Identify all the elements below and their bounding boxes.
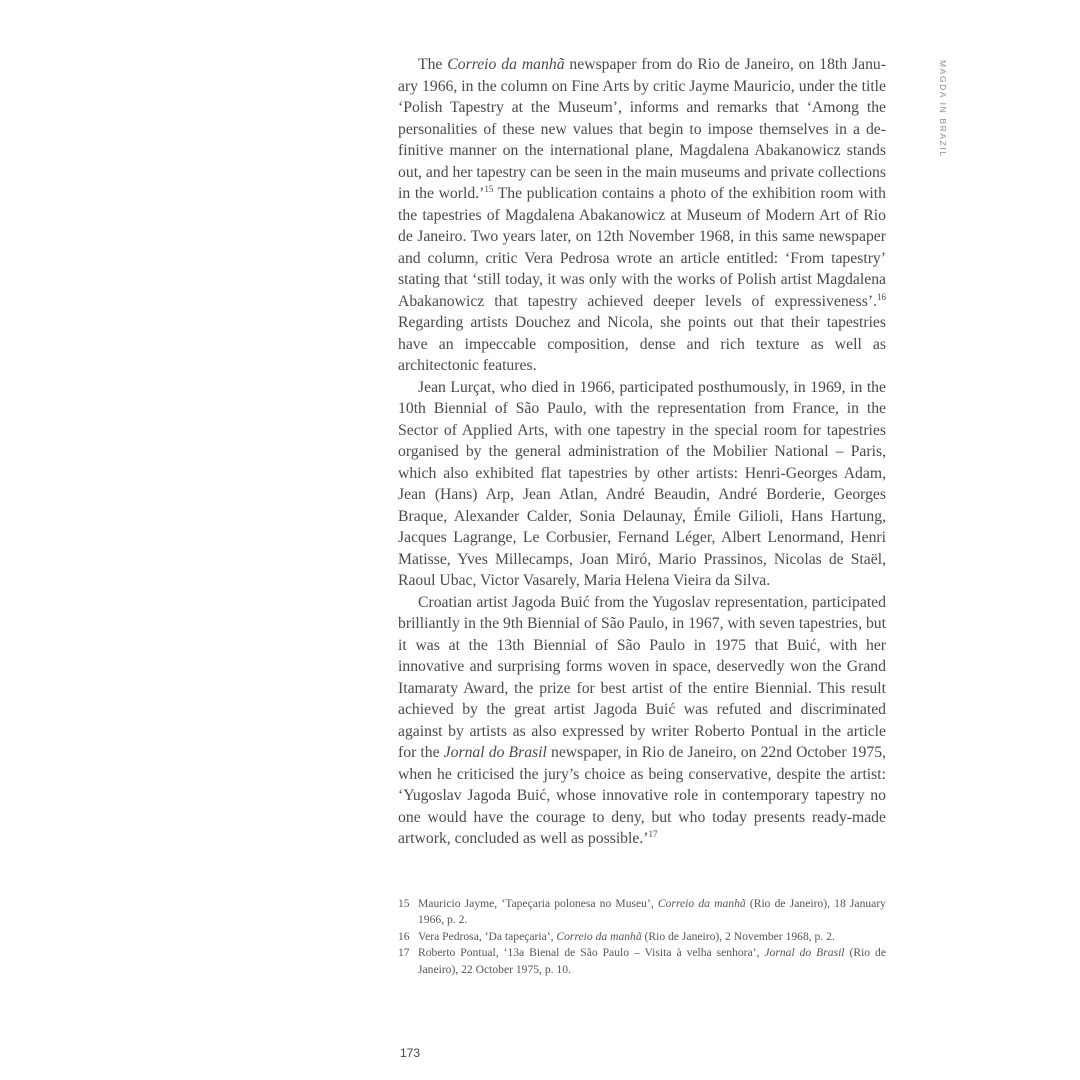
footnote-number: 17 [398,946,410,960]
footnote-text: Mauricio Jayme, ‘Tapeçaria polonesa no Museu’, Correio da manhã (Rio de Janeiro), 18 January 1966, p. 2. [418,897,886,927]
footnote-ref-17: 17 [648,829,658,839]
paragraph-2: Jean Lurçat, who died in 1966, participated posthumously, in 1969, in the 10th Biennial of São Paulo, with the representation from France, in the Sector of Applied Arts, with one tapestry in the special room for tapestries organised by the general administration of the Mobilier National – Paris, which also exhibited flat tapestries by other artists: Henri-Georges Adam, Jean (Hans) Arp, Jean Atlan, André Beaudin, André Borderie, Georges Braque, Alexander Calder, Sonia Delaunay, Émile Gilioli, Hans Hartung, Jacques Lagrange, Le Corbusier, Fernand Léger, Albert Lenormand, Henri Matisse, Yves Millecamps, Joan Miró, Mario Prassinos, Nicolas de Staël, Raoul Ubac, Victor Vasarely, Maria Helena Vieira da Silva. [398,378,886,589]
newspaper-title: Correio da manhã [447,56,565,73]
paragraph-3: Croatian artist Jagoda Buić from the Yugoslav representation, participated brilliantly in the 9th Biennial of São Paulo, in 1967, with seven tapestries, but it was at the 13th Biennial of São Paulo in 1975 that Buić, with her innovative and surprising forms woven in space, deservedly won the Grand Itamaraty Award, the prize for best artist of the entire Biennial. This result achieved by the great artist Jagoda Buić was refuted and discriminated against by artists as also expressed by writer Roberto Pontual in the article for the Jornal do Brasil newspaper, in Rio de Janeiro, on 22nd October 1975, when he criticised the jury’s choice as being conservative, despite the artist: ‘Yugoslav Jagoda Buić, whose innovative role in contemporary tapestry no one would have the courage to deny, but who today presents ready-made artwork, concluded as well as possible.’$^{17}$ [398,593,886,847]
footnote [398,929,886,945]
footnote-number: 16 [398,929,410,943]
footnote-ref-15: 15 [484,184,494,194]
footnote-number: 15 [398,897,410,910]
footnotes [398,896,886,978]
footnote [398,896,886,929]
main-text [398,54,886,850]
page-number: 173 [400,1046,421,1060]
running-head: MAGDA IN BRAZIL [938,60,948,158]
newspaper-title: Jornal do Brasil [443,744,547,761]
footnote-text: Vera Pedrosa, ‘Da tapeçaria’, Correio da manhã (Rio de Janeiro), 2 November 1968, p. 2. [418,929,835,943]
footnote-ref-16: 16 [877,291,886,302]
footnote [398,945,886,978]
footnote-text: Roberto Pontual, ‘13a Bienal de São Paulo – Visita à velha senhora’, Jornal do Brasil (Rio de Janeiro), 22 October 1975, p. 10. [418,946,886,976]
paragraph-1: The Correio da manhã newspaper from do Rio de Janeiro, on 18th January 1966, in the column on Fine Arts by critic Jayme Mauricio, under the title ‘Polish Tapestry at the Museum’, informs and remarks that ‘Among the personalities of these new values that begin to impose themselves in a definitive manner on the international plane, Magdalena Abakanowicz stands out, and her tapestry can be seen in the main museums and private collections in the world.’$^{15}$ The publication contains a photo of the exhibition room with the tapestries of Magdalena Abakanowicz at Museum of Modern Art of Rio de Janeiro. Two years later, on 12th November 1968, in this same newspaper and column, critic Vera Pedrosa wrote an article entitled: ‘From tapestry’ stating that ‘still today, it was only with the works of Polish artist Magdalena Abakanowicz that tapestry achieved deeper levels of expressiveness’.$^{16}$ Regarding artists Douchez and Nicola, she points out that their tapestries have an impeccable composition, dense and rich texture as well as architectonic features. [398,56,887,374]
